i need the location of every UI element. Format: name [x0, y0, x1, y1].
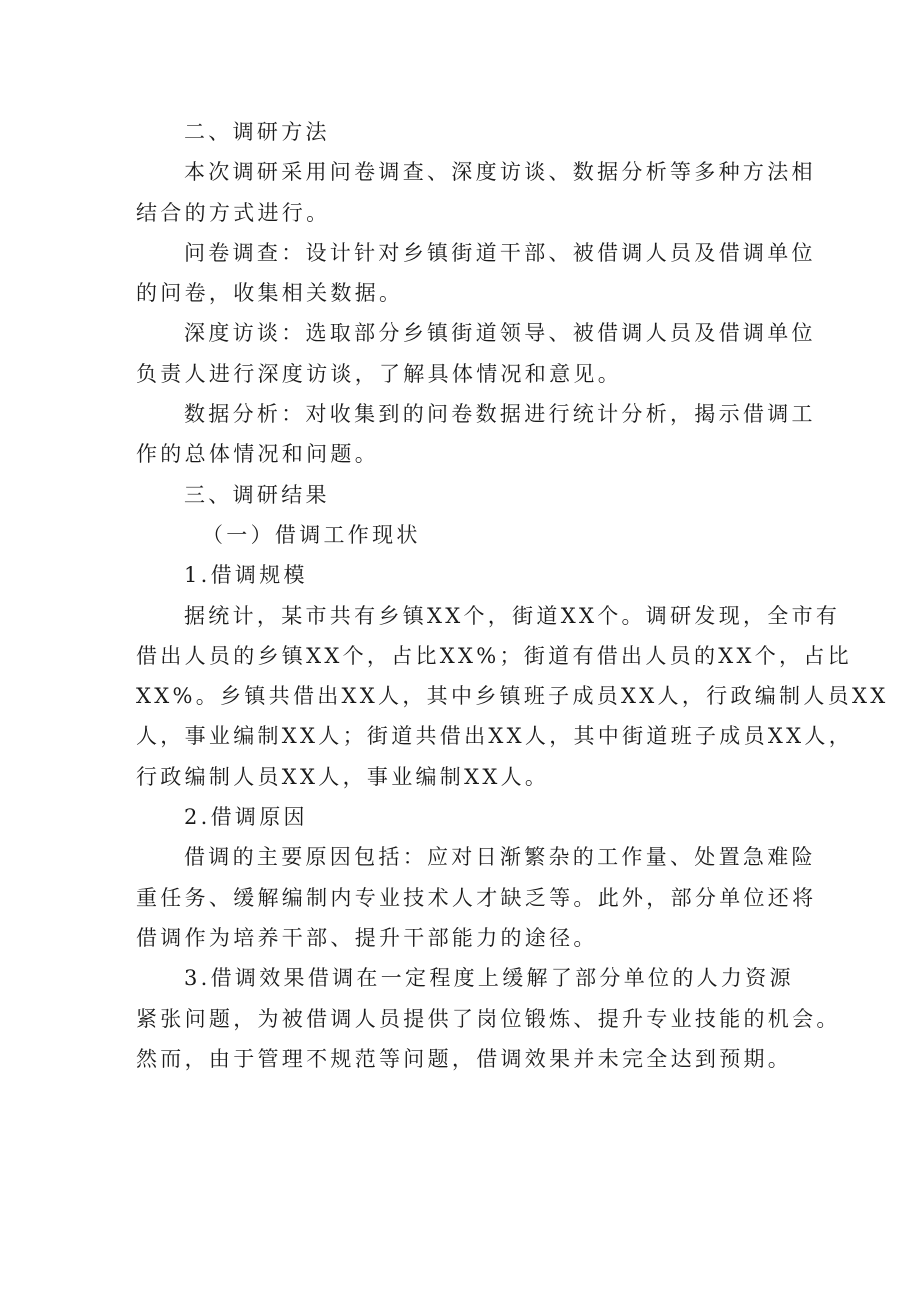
- paragraph-line: 问卷调查：设计针对乡镇街道干部、被借调人员及借调单位: [184, 240, 816, 265]
- item-heading-scale: 1.借调规模: [184, 563, 308, 588]
- paragraph-line: 借调作为培养干部、提升干部能力的途径。: [136, 925, 598, 950]
- paragraph-line: 数据分析：对收集到的问卷数据进行统计分析，揭示借调工: [184, 402, 816, 427]
- document-body: [136, 112, 889, 1079]
- paragraph-line: 紧张问题，为被借调人员提供了岗位锻炼、提升专业技能的机会。: [136, 1006, 841, 1031]
- paragraph-line: 本次调研采用问卷调查、深度访谈、数据分析等多种方法相: [184, 160, 816, 185]
- subsection-heading: （一）借调工作现状: [202, 522, 421, 547]
- paragraph-line: 重任务、缓解编制内专业技术人才缺乏等。此外，部分单位还将: [136, 885, 817, 910]
- paragraph-line: 借调的主要原因包括：应对日渐繁杂的工作量、处置急难险: [184, 845, 816, 870]
- paragraph-line: 作的总体情况和问题。: [136, 442, 379, 467]
- paragraph-line: 行政编制人员XX人，事业编制XX人。: [136, 764, 550, 789]
- paragraph-line: 人，事业编制XX人；街道共借出XX人，其中街道班子成员XX人，: [136, 724, 853, 749]
- section-heading-methods: 二、调研方法: [184, 120, 330, 144]
- paragraph-line: 然而，由于管理不规范等问题，借调效果并未完全达到预期。: [136, 1046, 793, 1071]
- item-heading-reasons: 2.借调原因: [184, 805, 308, 830]
- paragraph-line: 的问卷，收集相关数据。: [136, 281, 404, 306]
- paragraph-line: 深度访谈：选取部分乡镇街道领导、被借调人员及借调单位: [184, 321, 816, 346]
- paragraph-line: 据统计，某市共有乡镇XX个，街道XX个。调研发现，全市有: [184, 603, 841, 628]
- paragraph-line: 负责人进行深度访谈，了解具体情况和意见。: [136, 361, 622, 386]
- paragraph-line: 结合的方式进行。: [136, 200, 331, 225]
- section-heading-results: 三、调研结果: [184, 482, 330, 507]
- paragraph-line: XX%。乡镇共借出XX人，其中乡镇班子成员XX人，行政编制人员XX: [136, 684, 889, 709]
- paragraph-line: 借出人员的乡镇XX个，占比XX%；街道有借出人员的XX个，占比: [136, 643, 852, 668]
- item-heading-effects: 3.借调效果借调在一定程度上缓解了部分单位的人力资源: [184, 966, 794, 991]
